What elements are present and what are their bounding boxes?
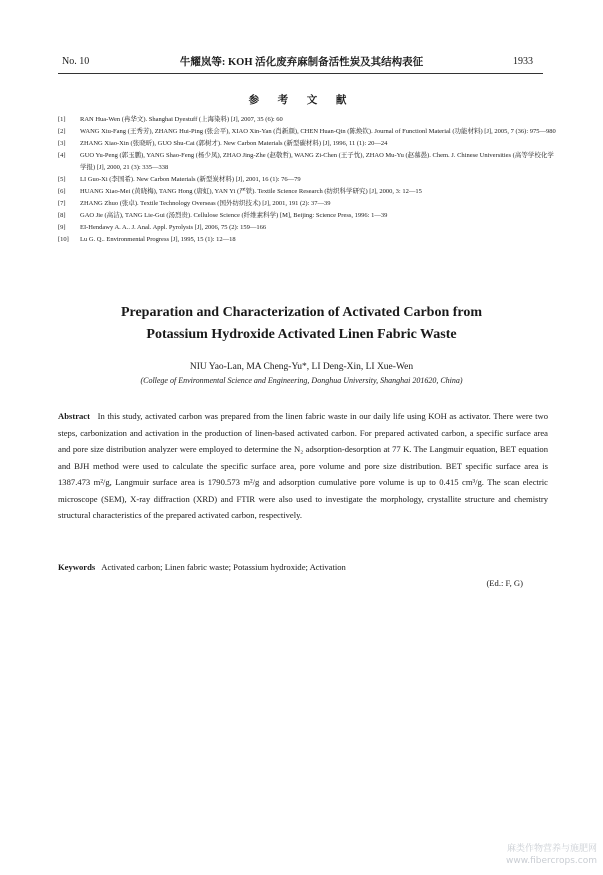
abstract (58, 408, 548, 524)
watermark-line: 麻类作物营养与施肥网 (506, 844, 597, 854)
reference-number: [3] (58, 140, 66, 147)
article-title (0, 302, 603, 346)
reference-text: WANG Xiu-Fang (王秀芳), ZHANG Hui-Ping (张会平), XIAO Xin-Yan (肖新颜), CHEN Huan-Qin (陈焕钦). Journal of Functionl Material (功能材料) [J], 2005, 7 (36): 975—980 (80, 128, 556, 135)
reference-text: LI Guo-Xi (李国希). New Carbon Materials (新型炭材料) [J], 2001, 16 (1): 76—79 (80, 176, 301, 183)
header-rule (58, 73, 543, 74)
reference-item (58, 186, 558, 198)
reference-text: ZHANG Zhuo (张卓). Textile Technology Overseas (国外纺织技术) [J], 2001, 191 (2): 37—39 (80, 200, 331, 207)
reference-number: [9] (58, 224, 66, 231)
reference-number: [10] (58, 236, 69, 243)
reference-text: HUANG Xiao-Mei (黄晓梅), TANG Hong (唐虹), YAN Yi (严铁). Textile Science Research (纺织科学研究) [J], 2000, 3: 12—15 (80, 188, 422, 195)
running-title: 牛耀岚等: KOH 活化废弃麻制备活性炭及其结构表征 (179, 57, 424, 68)
reference-number: [4] (58, 152, 66, 159)
reference-number: [6] (58, 188, 66, 195)
reference-text: ZHANG Xiao-Xin (张晓昕), GUO Shu-Cai (郭树才). New Carbon Materials (新型碳材料) [J], 1996, 11 (1): 20—24 (80, 140, 388, 147)
reference-item (58, 222, 558, 234)
reference-item (58, 234, 558, 246)
reference-list (58, 114, 558, 246)
reference-item (58, 138, 558, 150)
article-title-line: Potassium Hydroxide Activated Linen Fabric Waste (146, 327, 457, 342)
keywords-label: Keywords (58, 562, 96, 572)
reference-item (58, 126, 558, 138)
keywords (58, 562, 548, 572)
author-list: NIU Yao-Lan, MA Cheng-Yu*, LI Deng-Xin, LI Xue-Wen (189, 362, 414, 372)
watermark-line: www.fibercrops.com (506, 856, 597, 866)
reference-item (58, 198, 558, 210)
reference-number: [1] (58, 116, 66, 123)
reference-text: RAN Hua-Wen (冉华文). Shanghai Dyestuff (上海染料) [J], 2007, 35 (6): 60 (80, 116, 283, 123)
page-number: 1933 (513, 56, 533, 67)
reference-item (58, 174, 558, 186)
reference-item (58, 114, 558, 126)
keywords-text: Activated carbon; Linen fabric waste; Potassium hydroxide; Activation (101, 562, 346, 572)
abstract-label: Abstract (58, 411, 90, 421)
watermark (506, 843, 597, 867)
editor-note: (Ed.: F, G) (486, 578, 523, 588)
reference-item (58, 150, 558, 174)
reference-text: GUO Yu-Peng (郭玉鹏), YANG Shao-Feng (杨少凤), ZHAO Jing-Zhe (赵敬哲), WANG Zi-Chen (王子忱), ZHAO Mu-Yu (赵慕愚). Chem. J. Chinese Universities (高等学校化学学报) [J], 2000, 21 (3): 335—338 (80, 152, 554, 171)
references-heading: 参 考 文 献 (248, 95, 355, 106)
reference-number: [5] (58, 176, 66, 183)
reference-text: Lu G. Q.. Environmental Progress [J], 1995, 15 (1): 12—18 (80, 236, 236, 243)
reference-number: [2] (58, 128, 66, 135)
article-title-line: Preparation and Characterization of Activated Carbon from (120, 305, 483, 320)
reference-text: EI-Hendawy A. A.. J. Anal. Appl. Pyrolysis [J], 2006, 75 (2): 159—166 (80, 224, 267, 231)
abstract-text: In this study, activated carbon was prepared from the linen fabric waste in our daily life using KOH as activator. There were two steps, carbonization and activation in the production of linen-based activated carbon. For prepared activated carbon, a specific surface area and pore size distribution analyzer were employed to determine the N₂ adsorption-desorption at 77 K. The Langmuir equation, BET equation and BJH method were used to calculate the specific surface area, pore volume and pore size distribution. BET specific surface area is 1387.473 m²/g, Langmuir surface area is 1790.573 m²/g and adsorption cumulative pore volume is up to 0.415 cm³/g. The scan electric microscope (SEM), X-ray diffraction (XRD) and FTIR were also used to investigate the morphology, crystallite structure and chemistry structural characteristics of the prepared activated carbon, respectively. (58, 411, 548, 520)
affiliation: (College of Environmental Science and Engineering, Donghua University, Shanghai 201620, China) (140, 376, 463, 385)
reference-number: [8] (58, 212, 66, 219)
reference-text: GAO Jie (高洁), TANG Lie-Gui (汤烈贵). Cellulose Science (纤维素科学) [M], Beijing: Science Press, 1996: 1—39 (80, 212, 388, 219)
reference-number: [7] (58, 200, 66, 207)
issue-number: No. 10 (62, 56, 90, 67)
reference-item (58, 210, 558, 222)
